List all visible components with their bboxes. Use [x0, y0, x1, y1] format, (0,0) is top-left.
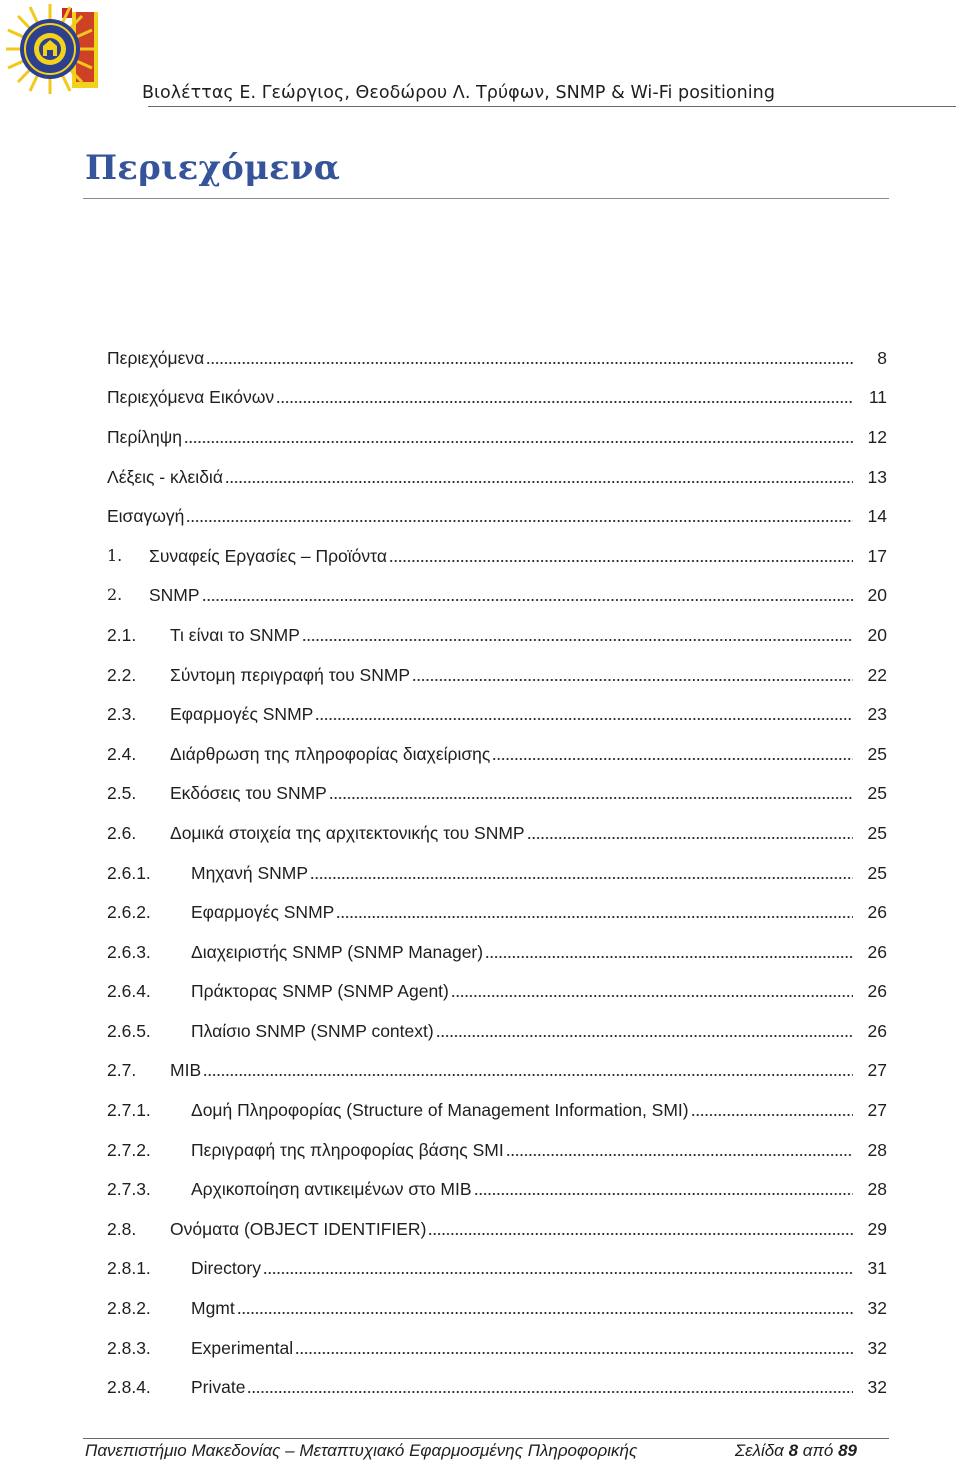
toc-entry-page: 23: [867, 704, 887, 725]
toc-entry-page: 12: [867, 426, 887, 447]
toc-entry-number: 2.5.: [107, 783, 137, 804]
toc-entry-number: 1.: [107, 545, 123, 565]
toc-entry-number: 2.6.: [107, 822, 137, 843]
toc-dot-leader: [527, 826, 853, 840]
toc-entry-page: 25: [867, 743, 887, 764]
toc-entry[interactable]: [107, 774, 887, 814]
toc-entry-page: 17: [867, 545, 887, 566]
toc-dot-leader: [485, 945, 853, 959]
toc-entry[interactable]: [107, 853, 887, 893]
toc-entry[interactable]: [107, 734, 887, 774]
toc-entry-number: 2.8.: [107, 1218, 137, 1239]
toc-dot-leader: [691, 1103, 853, 1117]
toc-entry-number: 2.6.4.: [107, 981, 151, 1002]
toc-entry-title: Διάρθρωση της πληροφορίας διαχείρισης: [170, 743, 491, 764]
toc-entry-title: Περιεχόμενα: [107, 347, 205, 368]
toc-dot-leader: [237, 1301, 853, 1315]
toc-dot-leader: [186, 509, 853, 523]
toc-dot-leader: [302, 628, 853, 642]
toc-entry[interactable]: [107, 972, 887, 1012]
footer-university: Πανεπιστήμιο Μακεδονίας – Μεταπτυχιακό Εφαρμοσμένης Πληροφορικής: [85, 1441, 638, 1460]
toc-dot-leader: [436, 1024, 853, 1038]
table-of-contents: [107, 338, 887, 1407]
toc-entry-title: Directory: [191, 1258, 262, 1279]
footer-page-prefix: Σελίδα: [734, 1441, 789, 1460]
toc-entry[interactable]: [107, 1209, 887, 1249]
toc-entry[interactable]: [107, 615, 887, 655]
toc-entry-number: 2.2.: [107, 664, 137, 685]
toc-entry-number: 2.7.2.: [107, 1139, 151, 1160]
toc-entry-title: Λέξεις - κλειδιά: [107, 466, 223, 487]
toc-entry-number: 2.6.2.: [107, 902, 151, 923]
toc-dot-leader: [506, 1143, 853, 1157]
toc-dot-leader: [184, 430, 853, 444]
toc-entry-page: 32: [867, 1337, 887, 1358]
toc-entry-page: 25: [867, 822, 887, 843]
toc-entry-title: Πλαίσιο SNMP (SNMP context): [191, 1020, 434, 1041]
toc-entry-number: 2.: [107, 585, 123, 605]
toc-entry-page: 13: [867, 466, 887, 487]
toc-entry-page: 20: [867, 585, 887, 606]
toc-entry[interactable]: [107, 655, 887, 695]
toc-entry-number: 2.7.1.: [107, 1100, 151, 1121]
toc-entry-title: SNMP: [149, 585, 200, 606]
toc-entry-page: 32: [867, 1298, 887, 1319]
toc-dot-leader: [412, 668, 853, 682]
toc-dot-leader: [203, 1063, 853, 1077]
toc-entry[interactable]: [107, 496, 887, 536]
toc-entry-number: 2.8.2.: [107, 1298, 151, 1319]
toc-entry-title: Διαχειριστής SNMP (SNMP Manager): [191, 941, 484, 962]
toc-entry-title: MIB: [170, 1060, 202, 1081]
toc-entry-page: 26: [867, 941, 887, 962]
toc-entry-page: 32: [867, 1377, 887, 1398]
footer-page-sep: από: [798, 1441, 839, 1460]
toc-entry[interactable]: [107, 417, 887, 457]
toc-dot-leader: [428, 1222, 853, 1236]
toc-dot-leader: [329, 786, 853, 800]
toc-entry[interactable]: [107, 694, 887, 734]
toc-entry[interactable]: [107, 1011, 887, 1051]
toc-entry[interactable]: [107, 1328, 887, 1368]
toc-entry-title: Experimental: [191, 1337, 294, 1358]
toc-entry[interactable]: [107, 536, 887, 576]
footer-rule: [83, 1438, 889, 1439]
toc-entry-title: Περιεχόμενα Εικόνων: [107, 387, 275, 408]
toc-entry-page: 27: [867, 1100, 887, 1121]
toc-dot-leader: [276, 390, 853, 404]
toc-entry-number: 2.4.: [107, 743, 137, 764]
toc-entry-title: Σύντομη περιγραφή του SNMP: [170, 664, 411, 685]
toc-dot-leader: [310, 866, 853, 880]
running-header: Βιολέττας Ε. Γεώργιος, Θεοδώρου Λ. Τρύφων, SNMP & Wi-Fi positioning: [141, 83, 775, 103]
toc-entry[interactable]: [107, 1249, 887, 1289]
toc-dot-leader: [492, 747, 853, 761]
toc-entry[interactable]: [107, 1090, 887, 1130]
toc-entry-page: 25: [867, 862, 887, 883]
toc-entry[interactable]: [107, 1169, 887, 1209]
footer-page-number: [735, 1441, 857, 1461]
toc-entry[interactable]: [107, 1130, 887, 1170]
toc-entry-number: 2.7.3.: [107, 1179, 151, 1200]
toc-entry[interactable]: [107, 378, 887, 418]
toc-entry-page: 8: [877, 347, 887, 368]
toc-entry-number: 2.7.: [107, 1060, 137, 1081]
toc-entry[interactable]: [107, 457, 887, 497]
toc-dot-leader: [247, 1380, 853, 1394]
toc-dot-leader: [206, 351, 853, 365]
toc-dot-leader: [315, 707, 853, 721]
toc-entry[interactable]: [107, 892, 887, 932]
toc-dot-leader: [263, 1261, 853, 1275]
toc-entry-title: Δομή Πληροφορίας (Structure of Management Information, SMI): [191, 1100, 689, 1121]
toc-entry-title: Περιγραφή της πληροφορίας βάσης SMI: [191, 1139, 504, 1160]
toc-entry-title: Μηχανή SNMP: [191, 862, 309, 883]
toc-entry-page: 26: [867, 902, 887, 923]
footer-page-total: 89: [838, 1441, 857, 1460]
toc-entry-title: Εισαγωγή: [107, 506, 185, 527]
toc-dot-leader: [202, 588, 853, 602]
toc-entry-page: 20: [867, 624, 887, 645]
toc-entry-number: 2.6.1.: [107, 862, 151, 883]
toc-dot-leader: [451, 984, 853, 998]
toc-entry-number: 2.1.: [107, 624, 137, 645]
toc-entry-page: 25: [867, 783, 887, 804]
page-footer: [85, 1441, 857, 1461]
toc-entry-title: Εφαρμογές SNMP: [170, 704, 314, 725]
toc-entry-title: Εκδόσεις του SNMP: [170, 783, 327, 804]
toc-entry-title: Αρχικοποίηση αντικειμένων στο MIB: [191, 1179, 472, 1200]
toc-entry-title: Mgmt: [191, 1298, 235, 1319]
toc-entry-number: 2.6.5.: [107, 1020, 151, 1041]
toc-entry[interactable]: [107, 1367, 887, 1407]
toc-entry-title: Εφαρμογές SNMP: [191, 902, 335, 923]
toc-entry[interactable]: [107, 1288, 887, 1328]
title-rule: [83, 198, 889, 199]
toc-entry-title: Πράκτορας SNMP (SNMP Agent): [191, 981, 449, 1002]
toc-entry-title: Τι είναι το SNMP: [170, 624, 300, 645]
toc-dot-leader: [336, 905, 853, 919]
toc-entry-page: 31: [867, 1258, 887, 1279]
toc-entry-page: 22: [867, 664, 887, 685]
toc-entry[interactable]: [107, 576, 887, 616]
toc-entry-title: Ονόματα (OBJECT IDENTIFIER): [170, 1218, 427, 1239]
toc-entry-number: 2.8.3.: [107, 1337, 151, 1358]
toc-entry[interactable]: [107, 932, 887, 972]
toc-entry-page: 26: [867, 981, 887, 1002]
toc-entry-title: Περίληψη: [107, 426, 182, 447]
page-title: Περιεχόμενα: [85, 148, 341, 188]
toc-entry-page: 28: [867, 1139, 887, 1160]
toc-entry-number: 2.3.: [107, 704, 137, 725]
toc-entry-number: 2.8.1.: [107, 1258, 151, 1279]
toc-entry-page: 11: [868, 387, 887, 408]
toc-entry-title: Δομικά στοιχεία της αρχιτεκτονικής του SNMP: [170, 822, 525, 843]
toc-dot-leader: [389, 549, 853, 563]
toc-entry-number: 2.6.3.: [107, 941, 151, 962]
toc-entry[interactable]: [107, 338, 887, 378]
toc-entry-title: Private: [191, 1377, 246, 1398]
toc-entry[interactable]: [107, 813, 887, 853]
toc-dot-leader: [474, 1182, 854, 1196]
header-rule: [148, 106, 956, 107]
toc-entry-title: Συναφείς Εργασίες – Προϊόντα: [149, 545, 387, 566]
toc-entry-page: 26: [867, 1020, 887, 1041]
toc-dot-leader: [295, 1341, 853, 1355]
toc-entry-page: 14: [867, 506, 887, 527]
toc-dot-leader: [225, 470, 853, 484]
toc-entry-number: 2.8.4.: [107, 1377, 151, 1398]
toc-entry-page: 29: [867, 1218, 887, 1239]
toc-entry[interactable]: [107, 1051, 887, 1091]
toc-entry-page: 28: [867, 1179, 887, 1200]
toc-entry-page: 27: [867, 1060, 887, 1081]
footer-page-current: 8: [788, 1441, 799, 1460]
